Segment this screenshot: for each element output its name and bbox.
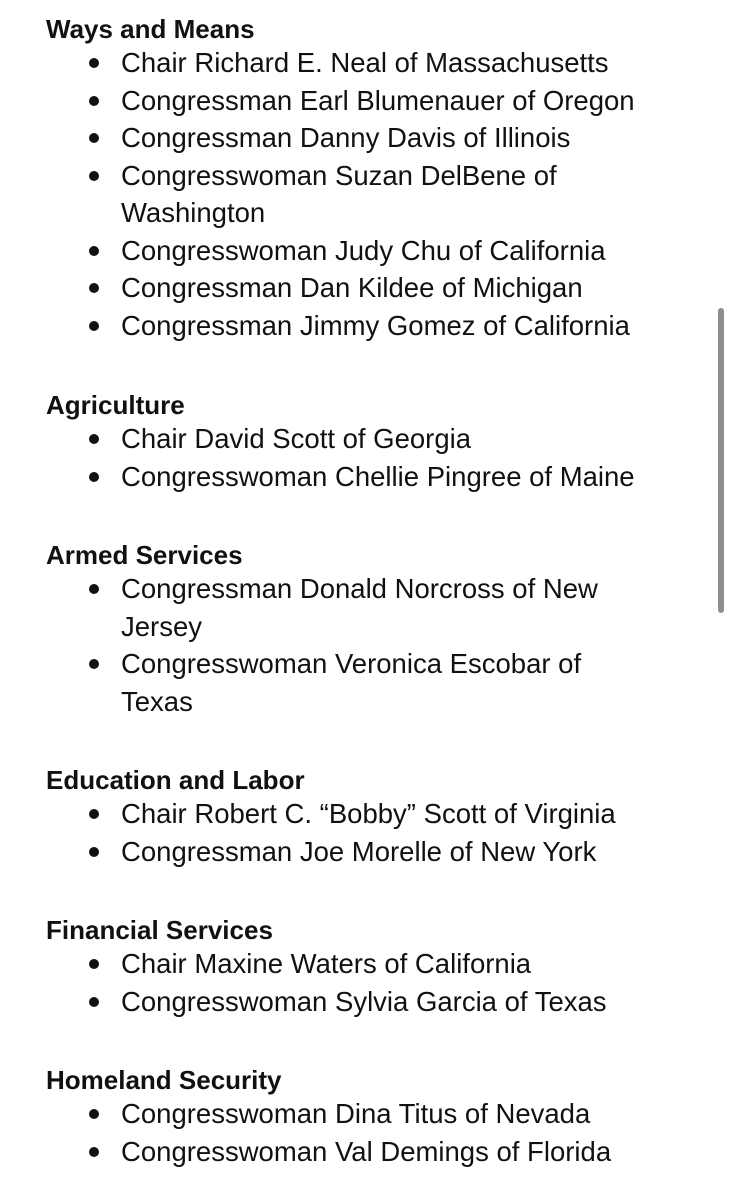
committee-heading: Armed Services <box>46 540 243 570</box>
bullet-icon <box>89 171 99 181</box>
committee-section-financial-services <box>46 915 706 1020</box>
bullet-icon <box>89 321 99 331</box>
bullet-icon <box>89 58 99 68</box>
list-item <box>46 570 651 645</box>
bullet-icon <box>89 809 99 819</box>
member-list <box>46 945 706 1020</box>
member-name: Congressman Donald Norcross of New Jersey <box>121 573 598 642</box>
member-name: Chair Maxine Waters of California <box>121 948 532 979</box>
bullet-icon <box>89 1147 99 1157</box>
member-name: Chair Richard E. Neal of Massachusetts <box>121 47 609 78</box>
committee-heading: Homeland Security <box>46 1065 282 1095</box>
committee-heading: Financial Services <box>46 915 273 945</box>
committee-section-education-and-labor <box>46 765 706 870</box>
list-item <box>46 269 701 307</box>
member-name: Chair David Scott of Georgia <box>121 423 472 454</box>
list-item <box>46 458 701 496</box>
member-name: Congressman Danny Davis of Illinois <box>121 122 571 153</box>
bullet-icon <box>89 434 99 444</box>
bullet-icon <box>89 246 99 256</box>
list-item <box>46 1095 701 1133</box>
list-item <box>46 983 701 1021</box>
bullet-icon <box>89 1109 99 1119</box>
vertical-scrollbar[interactable] <box>718 308 724 613</box>
list-item <box>46 645 631 720</box>
bullet-icon <box>89 847 99 857</box>
list-item <box>46 157 611 232</box>
bullet-icon <box>89 959 99 969</box>
member-name: Congresswoman Sylvia Garcia of Texas <box>121 985 607 1017</box>
member-name: Congresswoman Veronica Escobar of Texas <box>121 648 582 717</box>
member-list <box>46 44 706 344</box>
member-name: Congressman Joe Morelle of New York <box>121 835 597 867</box>
list-item <box>46 1133 701 1171</box>
bullet-icon <box>89 133 99 143</box>
bullet-icon <box>89 96 99 106</box>
member-name: Congressman Earl Blumenauer of Oregon <box>121 84 635 116</box>
list-item <box>46 945 701 983</box>
member-list <box>46 795 706 870</box>
list-item <box>46 420 701 458</box>
committee-section-ways-and-means <box>46 14 706 344</box>
list-item <box>46 119 701 157</box>
bullet-icon <box>89 472 99 482</box>
committee-section-agriculture <box>46 390 706 495</box>
list-item <box>46 833 701 871</box>
committee-heading: Agriculture <box>46 390 185 420</box>
bullet-icon <box>89 283 99 293</box>
list-item <box>46 44 701 82</box>
bullet-icon <box>89 997 99 1007</box>
member-name: Congressman Dan Kildee of Michigan <box>121 272 583 303</box>
bullet-icon <box>89 584 99 594</box>
member-list <box>46 1095 706 1170</box>
member-name: Congresswoman Suzan DelBene of Washington <box>121 159 557 228</box>
member-name: Congresswoman Dina Titus of Nevada <box>121 1098 591 1129</box>
list-item <box>46 82 701 120</box>
member-name: Congresswoman Chellie Pingree of Maine <box>121 460 635 492</box>
member-name: Congresswoman Judy Chu of California <box>121 234 606 266</box>
member-name: Congressman Jimmy Gomez of California <box>121 309 630 341</box>
committee-section-homeland-security <box>46 1065 706 1170</box>
member-list <box>46 420 706 495</box>
member-name: Chair Robert C. “Bobby” Scott of Virginia <box>121 798 616 829</box>
member-name: Congresswoman Val Demings of Florida <box>121 1135 612 1167</box>
list-item <box>46 795 701 833</box>
member-list <box>46 570 706 720</box>
committee-heading: Ways and Means <box>46 14 255 44</box>
list-item <box>46 232 701 270</box>
bullet-icon <box>89 659 99 669</box>
committee-heading: Education and Labor <box>46 765 305 795</box>
committee-section-armed-services <box>46 540 706 720</box>
list-item <box>46 307 701 345</box>
